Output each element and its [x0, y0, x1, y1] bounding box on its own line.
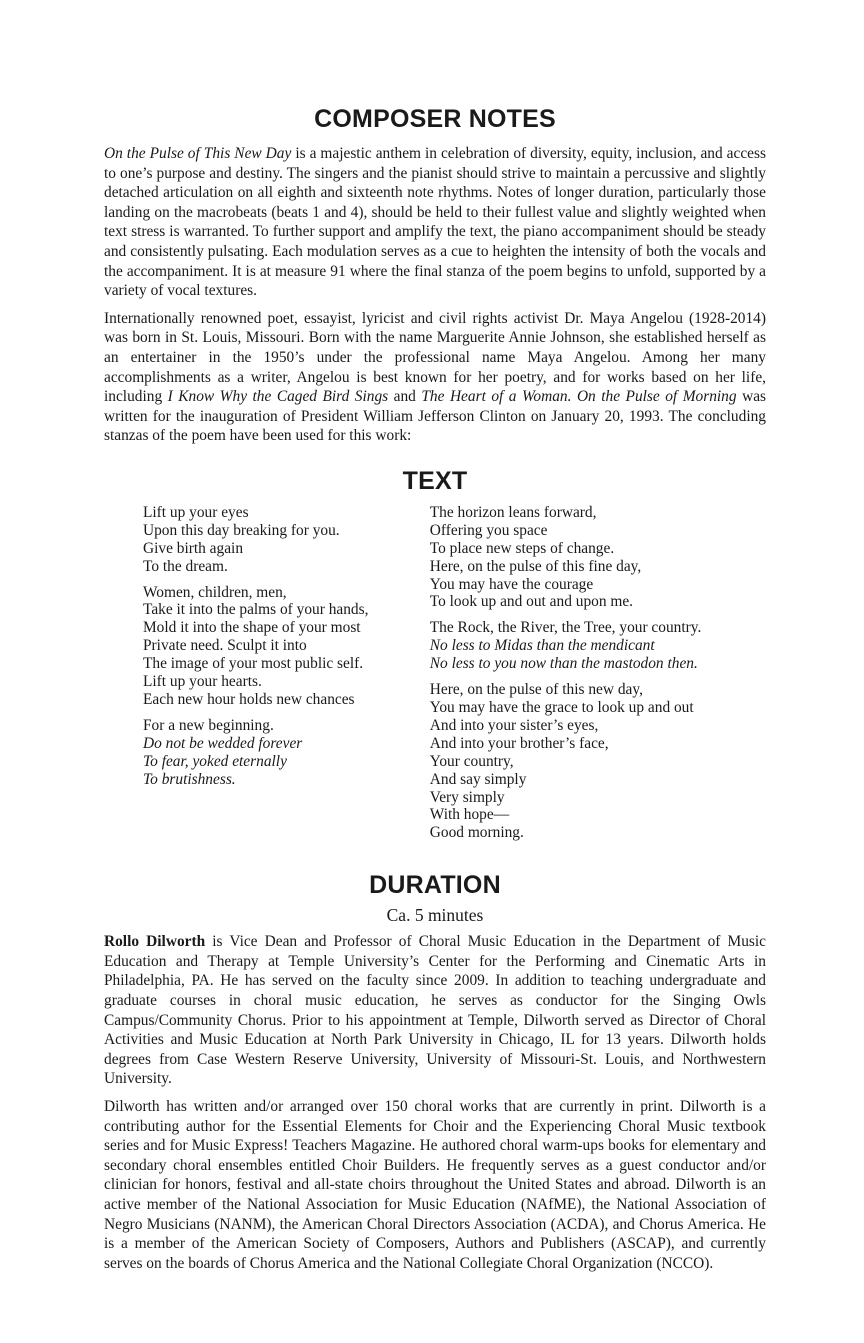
poem-line: You may have the courage	[429, 575, 594, 593]
poem-right-column	[430, 504, 766, 850]
composer-notes-paragraph-1	[104, 144, 766, 301]
poem-line: Take it into the palms of your hands,	[143, 601, 369, 619]
poem-line: No less to Midas than the mendicant	[429, 637, 655, 655]
poem-line: Lift up your hearts.	[143, 673, 262, 691]
work-title: On the Pulse of This New Day	[104, 145, 292, 162]
poem-line: To brutishness.	[143, 770, 236, 788]
poem-stanza	[430, 681, 766, 842]
poem-stanza	[430, 504, 766, 611]
poem-line: Do not be wedded forever	[143, 734, 303, 752]
poem-line: Lift up your eyes	[143, 503, 249, 521]
poem-line: And into your sister’s eyes,	[429, 716, 599, 734]
poem-line: Upon this day breaking for you.	[143, 521, 340, 539]
composer-notes-heading: COMPOSER NOTES	[314, 105, 556, 133]
composer-name: Rollo Dilworth	[104, 933, 206, 951]
poem-line: Mold it into the shape of your most	[143, 619, 361, 637]
poem-line: No less to you now than the mastodon then.	[429, 655, 698, 673]
bio-paragraph-1	[104, 932, 766, 1089]
poem-line: Private need. Sculpt it into	[143, 637, 307, 655]
poem-line: Give birth again	[143, 539, 244, 557]
poem-stanza	[143, 504, 430, 576]
poem-line: Very simply	[429, 788, 505, 806]
poem-line: Offering you space	[429, 521, 548, 539]
bio-paragraph-2: Dilworth has written and/or arranged over 150 choral works that are currently in print. Dilworth is a contributing author for the Essential Elements for Choir and the Experiencing Choral Music textbook series and for Music Express! Teachers Magazine. He authored choral warm-ups books for elementary and secondary choral ensembles entitled Choir Builders. He frequently serves as a guest conductor and/or clinician for honors, festival and all-state choirs throughout the United States and abroad. Dilworth is an active member of the National Association for Music Education (NAfME), the National Association of Negro Musicians (NANM), the American Choral Directors Association (ACDA), and Chorus America. He is a member of the American Society of Composers, Authors and Publishers (ASCAP), and currently serves on the boards of Chorus America and the National Collegiate Choral Organization (NCCO).	[104, 1097, 766, 1272]
poem-line: Women, children, men,	[143, 583, 287, 601]
paragraph-text: is a majestic anthem in celebration of diversity, equity, inclusion, and access to one’s purpose and destiny. The singers and the pianist should strive to maintain a percussive and slightly detached articulation on all eighth and sixteenth note rhythms. Notes of longer duration, particularly those landing on the macrobeats (beats 1 and 4), should be held to their fullest value and slightly weighted when text stress is warranted. To further support and amplify the text, the piano accompaniment should be steady and consistently pulsating. Each modulation serves as a cue to heighten the intensity of both the vocals and the accompaniment. It is at measure 91 where the final stanza of the poem begins to unfold, supported by a variety of vocal textures.	[104, 145, 766, 300]
poem-line: With hope—	[429, 806, 510, 824]
document-page	[104, 102, 766, 1273]
paragraph-text: and	[388, 388, 422, 406]
book-title: I Know Why the Caged Bird Sings	[167, 388, 389, 406]
poem-line: Each new hour holds new chances	[143, 690, 355, 708]
poem-stanza	[143, 717, 430, 789]
poem-line: To place new steps of change.	[429, 539, 615, 557]
poem-text	[143, 504, 766, 850]
book-title: The Heart of a Woman. On the Pulse of Morning	[421, 388, 737, 406]
poem-line: The horizon leans forward,	[429, 503, 597, 521]
duration-value: Ca. 5 minutes	[386, 905, 484, 926]
poem-left-column	[143, 504, 430, 850]
poem-line: You may have the grace to look up and out	[429, 698, 694, 716]
poem-line: To the dream.	[143, 557, 228, 575]
poem-line: Your country,	[429, 752, 514, 770]
poem-line: To fear, yoked eternally	[143, 752, 287, 770]
poem-stanza	[430, 619, 766, 673]
poem-line: Good morning.	[429, 824, 524, 842]
paragraph-text: is Vice Dean and Professor of Choral Music Education in the Department of Music Education and Therapy at Temple University’s Center for the Performing and Cinematic Arts in Philadelphia, PA. He has served on the faculty since 2009. In addition to teaching undergraduate and graduate courses in choral music education, he serves as conductor for the Singing Owls Campus/Community Chorus. Prior to his appointment at Temple, Dilworth served as Director of Choral Activities and Music Education at North Park University in Chicago, IL for 13 years. Dilworth holds degrees from Case Western Reserve University, University of Missouri-St. Louis, and Northwestern University.	[104, 933, 766, 1088]
duration-heading: DURATION	[369, 871, 501, 900]
poem-stanza	[143, 584, 430, 709]
paragraph-text: was written for the inauguration of President William Jefferson Clinton on January 20, 1993. The concluding stanzas of the poem have been used for this work:	[104, 388, 767, 445]
poem-line: And into your brother’s face,	[429, 734, 609, 752]
poem-line: For a new beginning.	[143, 716, 274, 734]
paragraph-text: Internationally renowned poet, essayist, lyricist and civil rights activist Dr. Maya Angelou (1928-2014) was born in St. Louis, Missouri. Born with the name Marguerite Annie Johnson, she established herself as an entertainer in the 1950’s under the professional name Maya Angelou. Among her many accomplishments as a writer, Angelou is best known for her poetry, and for works based on her life, including	[104, 309, 766, 406]
poem-line: Here, on the pulse of this new day,	[429, 681, 643, 699]
text-heading: TEXT	[402, 466, 468, 495]
poem-line: And say simply	[429, 770, 527, 788]
composer-notes-paragraph-2	[104, 309, 766, 446]
poem-line: Here, on the pulse of this fine day,	[429, 557, 642, 575]
poem-line: To look up and out and upon me.	[429, 593, 634, 611]
poem-line: The Rock, the River, the Tree, your country.	[429, 619, 702, 637]
poem-line: The image of your most public self.	[143, 655, 364, 673]
